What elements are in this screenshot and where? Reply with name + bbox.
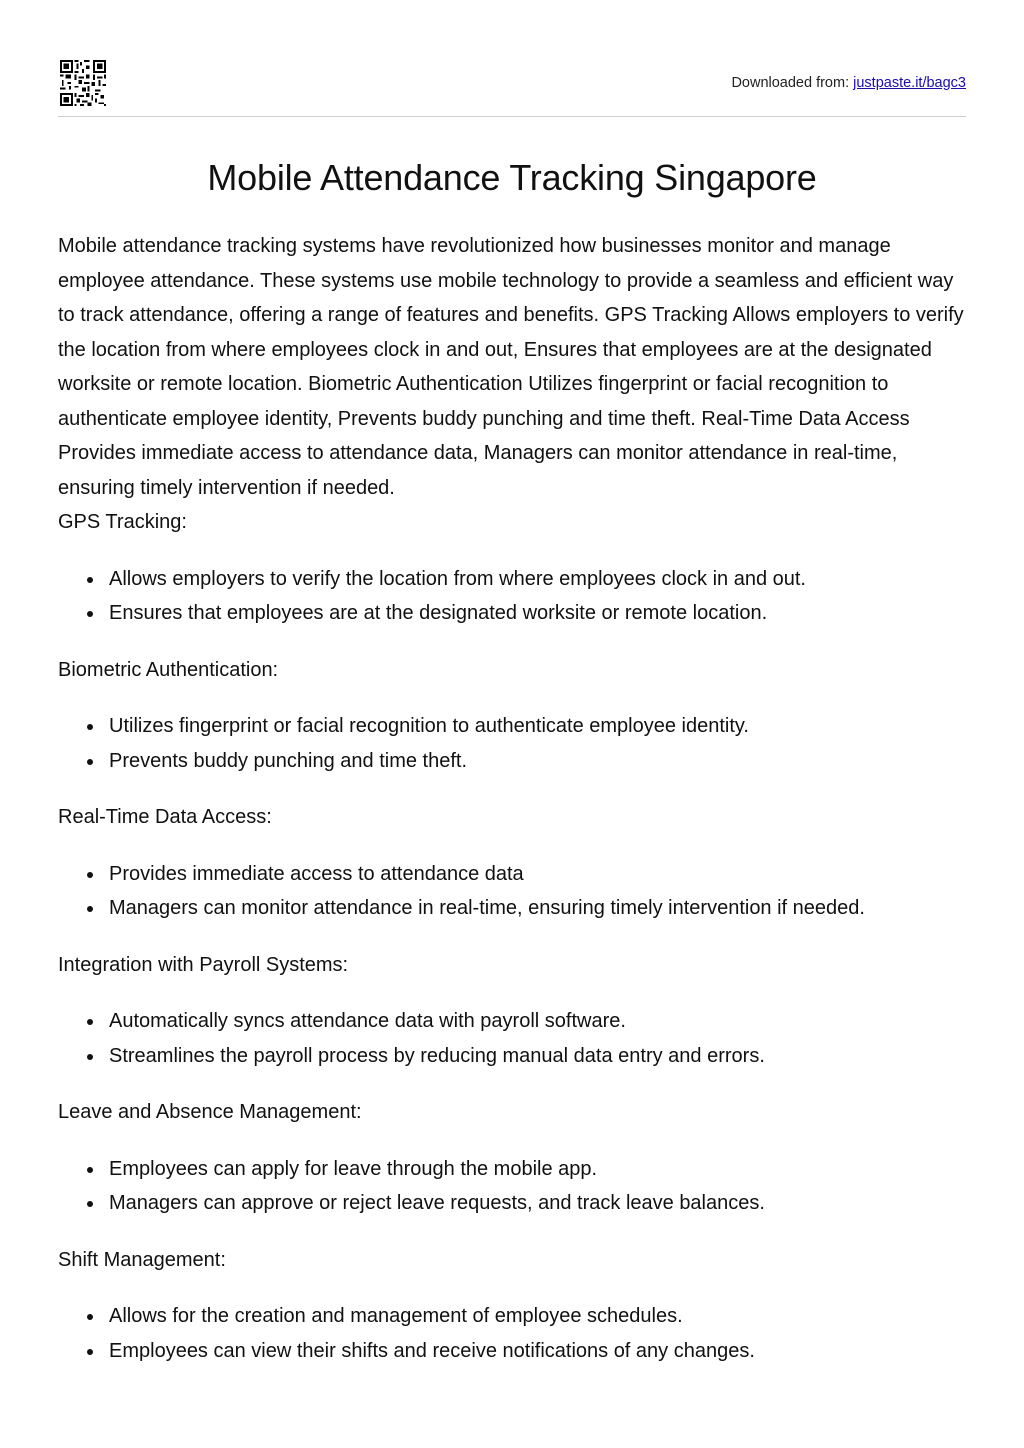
list-item-text: Provides immediate access to attendance data: [109, 862, 524, 885]
bullet-icon: [87, 759, 93, 765]
section-heading-leave-absence: Leave and Absence Management:: [58, 1101, 362, 1123]
bullet-icon: [87, 1054, 93, 1060]
list-item-text: Prevents buddy punching and time theft.: [109, 749, 468, 772]
bullet-list-real-time-data-access: [58, 857, 970, 926]
document-body: [58, 229, 970, 1368]
list-item: [109, 1152, 970, 1187]
bullet-icon: [87, 1201, 93, 1207]
download-source: [731, 75, 966, 91]
list-item: [109, 596, 970, 631]
page-title: Mobile Attendance Tracking Singapore: [207, 157, 817, 198]
bullet-list-shift-management: [58, 1299, 970, 1368]
list-item: [109, 1334, 970, 1369]
list-item-text: Allows for the creation and management of employee schedules.: [109, 1305, 683, 1327]
bullet-list-gps-tracking: [58, 562, 970, 631]
section-heading-shift-management: Shift Management:: [58, 1248, 226, 1271]
list-item: [109, 744, 970, 779]
list-item-text: Ensures that employees are at the designated worksite or remote location.: [109, 602, 768, 624]
page-header: [58, 60, 966, 117]
section-heading-payroll-integration: Integration with Payroll Systems:: [58, 953, 349, 976]
list-item: [109, 709, 970, 744]
list-item: [109, 1299, 970, 1334]
list-item-text: Employees can apply for leave through the mobile app.: [109, 1157, 598, 1180]
list-item-text: Managers can monitor attendance in real-time, ensuring timely intervention if needed.: [109, 897, 865, 919]
bullet-icon: [87, 577, 93, 583]
list-item-text: Managers can approve or reject leave requests, and track leave balances.: [109, 1192, 765, 1214]
bullet-icon: [87, 906, 93, 912]
list-item: [109, 1186, 970, 1221]
list-item-text: Utilizes fingerprint or facial recognition to authenticate employee identity.: [109, 715, 749, 737]
bullet-icon: [87, 611, 93, 617]
list-item: [109, 891, 970, 926]
bullet-icon: [87, 1019, 93, 1025]
downloaded-from-label: Downloaded from:: [731, 75, 850, 91]
bullet-icon: [87, 724, 93, 730]
source-link[interactable]: justpaste.it/bagc3: [853, 75, 966, 91]
intro-paragraph: Mobile attendance tracking systems have revolutionized how businesses monitor and manage employee attendance. These systems use mobile technology to provide a seamless and efficient way to track attendance, offering a range of features and benefits. GPS Tracking Allows employers to verify the location from where employees clock in and out, Ensures that employees are at the designated worksite or remote location. Biometric Authentication Utilizes fingerprint or facial recognition to authenticate employee identity, Prevents buddy punching and time theft. Real-Time Data Access Provides immediate access to attendance data, Managers can monitor attendance in real-time, ensuring timely intervention if needed.: [58, 235, 964, 499]
bullet-icon: [87, 1167, 93, 1173]
list-item-text: Automatically syncs attendance data with payroll software.: [109, 1010, 626, 1032]
bullet-icon: [87, 1314, 93, 1320]
section-heading-real-time-data-access: Real-Time Data Access:: [58, 806, 272, 828]
bullet-list-leave-absence: [58, 1152, 970, 1221]
bullet-icon: [87, 1349, 93, 1355]
list-item-text: Employees can view their shifts and receive notifications of any changes.: [109, 1339, 755, 1362]
list-item: [109, 857, 970, 892]
bullet-icon: [87, 872, 93, 878]
list-item-text: Streamlines the payroll process by reducing manual data entry and errors.: [109, 1044, 765, 1067]
list-item: [109, 1039, 970, 1074]
list-item-text: Allows employers to verify the location from where employees clock in and out.: [109, 567, 806, 590]
section-heading-gps-tracking: GPS Tracking:: [58, 511, 187, 533]
section-heading-biometric-authentication: Biometric Authentication:: [58, 658, 279, 681]
qr-code-icon: [60, 60, 106, 106]
list-item: [109, 562, 970, 597]
bullet-list-biometric-authentication: [58, 709, 970, 778]
list-item: [109, 1004, 970, 1039]
bullet-list-payroll-integration: [58, 1004, 970, 1073]
